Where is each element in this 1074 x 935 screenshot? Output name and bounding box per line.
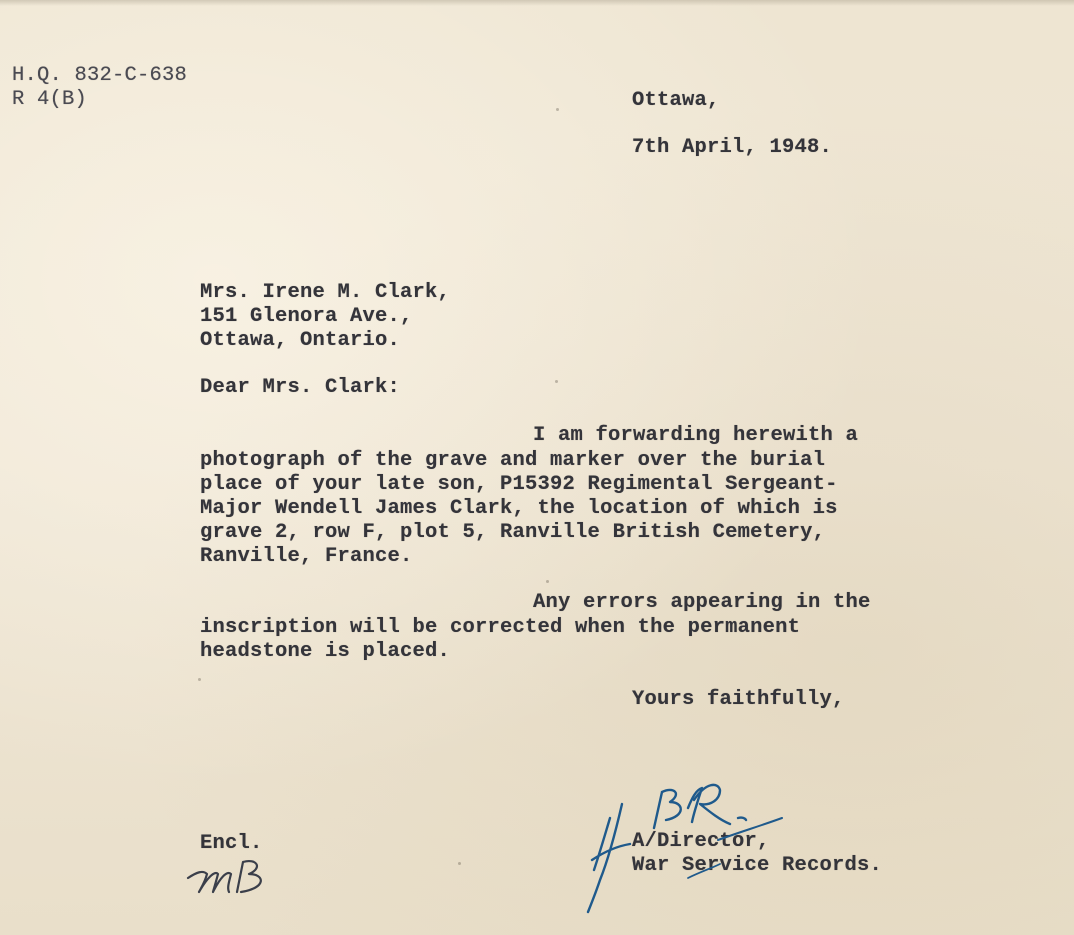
body-paragraph-2-line: inscription will be corrected when the permanent — [200, 616, 801, 639]
body-paragraph-1-line: I am forwarding herewith a — [533, 424, 859, 447]
body-paragraph-1-line: Major Wendell James Clark, the location of which is — [200, 497, 838, 520]
closing: Yours faithfully, — [632, 688, 845, 711]
letter-date: 7th April, 1948. — [632, 136, 833, 159]
body-paragraph-1-line: grave 2, row F, plot 5, Ranville British Cemetery, — [200, 521, 826, 544]
body-paragraph-2-line: headstone is placed. — [200, 640, 451, 663]
addressee-name: Mrs. Irene M. Clark, — [200, 281, 451, 304]
body-paragraph-2-line: Any errors appearing in the — [533, 591, 871, 614]
file-reference: H.Q. 832-C-638 — [12, 64, 188, 87]
paper-speck — [458, 862, 461, 865]
addressee-street: 151 Glenora Ave., — [200, 305, 413, 328]
signatory-title: A/Director, — [632, 830, 770, 853]
handwritten-initials-enclosure — [185, 848, 280, 898]
paper-speck — [198, 678, 201, 681]
letter-place: Ottawa, — [632, 89, 720, 112]
paper-speck — [555, 380, 558, 383]
addressee-city: Ottawa, Ontario. — [200, 329, 401, 352]
body-paragraph-1-line: Ranville, France. — [200, 545, 413, 568]
signatory-department: War Service Records. — [632, 854, 883, 877]
paper-speck — [556, 108, 559, 111]
paper-speck — [546, 580, 549, 583]
file-sub-reference: R 4(B) — [12, 88, 88, 111]
page-edge — [0, 0, 1074, 6]
salutation: Dear Mrs. Clark: — [200, 376, 401, 399]
handwritten-signature — [570, 760, 800, 920]
body-paragraph-1-line: photograph of the grave and marker over the burial — [200, 449, 826, 472]
body-paragraph-1-line: place of your late son, P15392 Regimental Sergeant- — [200, 473, 838, 496]
enclosure-note: Encl. — [200, 832, 263, 855]
